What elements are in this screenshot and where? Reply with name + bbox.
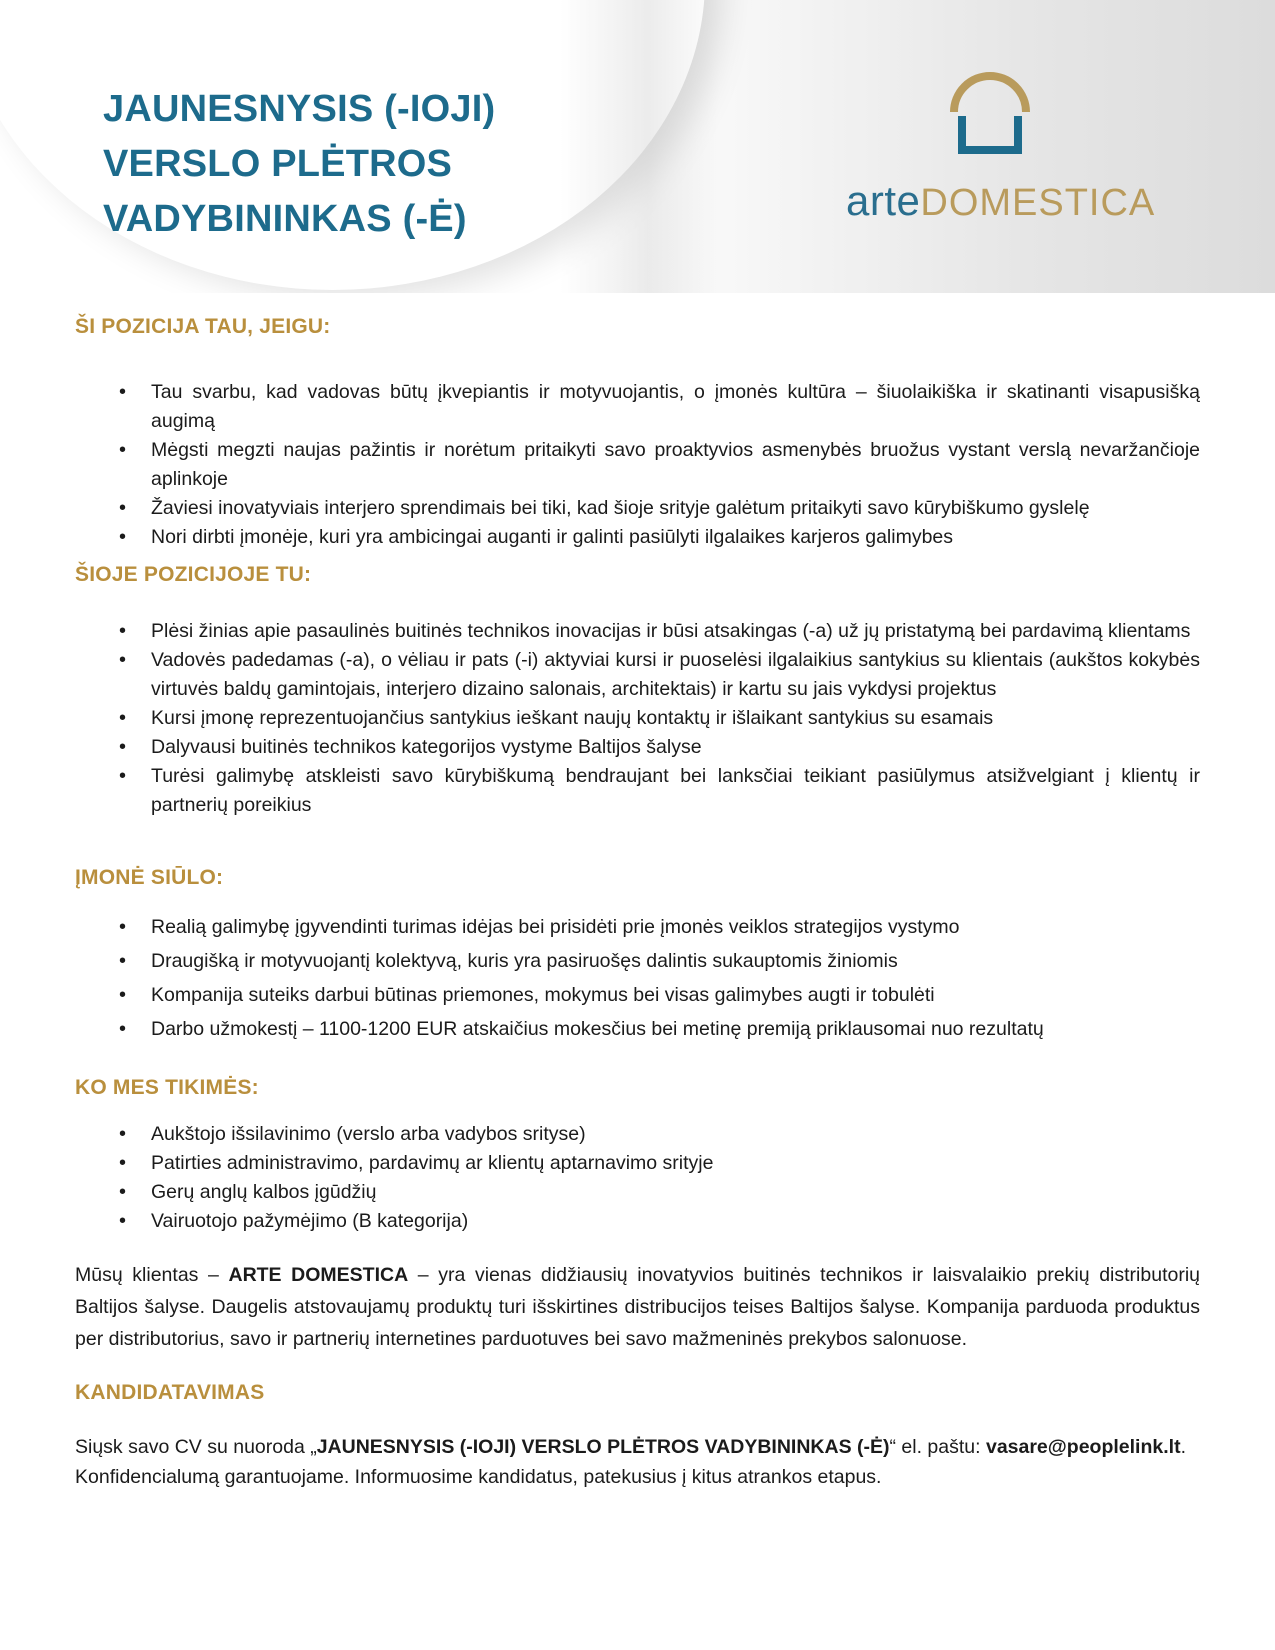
list-item [75, 494, 1200, 523]
arte-domestica-logo [846, 176, 1155, 228]
bullet-icon: • [119, 1123, 127, 1145]
list-if [75, 378, 1200, 552]
bullet-icon: • [119, 736, 127, 758]
list-item [75, 704, 1200, 733]
bullet-icon: • [119, 526, 127, 548]
list-item-text: Kompanija suteiks darbui būtinas priemones, mokymus bei visas galimybes augti ir tobulėti [151, 984, 935, 1006]
apply-middle: “ el. paštu: [889, 1436, 986, 1458]
list-item-text: Nori dirbti įmonėje, kuri yra ambicingai auganti ir galinti pasiūlyti ilgalaikes karjeros galimybes [151, 526, 954, 548]
list-item [75, 1178, 1200, 1207]
list-item [75, 436, 1200, 494]
apply-end: . [1180, 1436, 1186, 1458]
list-item [75, 913, 1200, 942]
list-item [75, 378, 1200, 436]
bullet-icon: • [119, 950, 127, 972]
list-item-text: Patirties administravimo, pardavimų ar klientų aptarnavimo srityje [151, 1152, 714, 1174]
logo-arte-text: arte [846, 177, 921, 224]
bullet-icon: • [119, 765, 127, 787]
list-item [75, 523, 1200, 552]
bullet-icon: • [119, 439, 127, 461]
list-item-text: Tau svarbu, kad vadovas būtų įkvepiantis ir motyvuojantis, o įmonės kultūra – šiuolaikiška ir skatinanti visapusišką augimą [151, 381, 1200, 432]
section-heading-expect: KO MES TIKIMĖS: [75, 1076, 259, 1099]
bullet-icon: • [119, 620, 127, 642]
header-banner [0, 0, 1275, 293]
bullet-icon: • [119, 381, 127, 403]
job-title: JAUNESNYSIS (-IOJI) VERSLO PLĖTROS VADYBININKAS (-Ė) [103, 88, 496, 240]
bullet-icon: • [119, 707, 127, 729]
list-item [75, 1149, 1200, 1178]
list-item [75, 947, 1200, 976]
bullet-icon: • [119, 984, 127, 1006]
arte-domestica-logo-icon [944, 66, 1036, 158]
section-heading-offer: ĮMONĖ SIŪLO: [75, 866, 224, 889]
section-heading-if: ŠI POZICIJA TAU, JEIGU: [75, 315, 331, 338]
list-item [75, 981, 1200, 1010]
list-item-text: Žaviesi inovatyviais interjero sprendimais bei tiki, kad šioje srityje galėtum pritaikyti savo kūrybiškumo gyslelę [151, 497, 1090, 519]
list-item [75, 1120, 1200, 1149]
list-item-text: Gerų anglų kalbos įgūdžių [151, 1181, 377, 1203]
confidentiality-note: Konfidencialumą garantuojame. Informuosime kandidatus, patekusius į kitus atrankos etapus. [75, 1466, 882, 1488]
apply-paragraph [75, 1432, 1200, 1492]
list-item-text: Dalyvausi buitinės technikos kategorijos vystyme Baltijos šalyse [151, 736, 702, 758]
list-item [75, 762, 1200, 820]
bullet-icon: • [119, 1152, 127, 1174]
list-item-text: Plėsi žinias apie pasaulinės buitinės technikos inovacijas ir būsi atsakingas (-a) už jų pristatymą bei pardavimą klientams [151, 620, 1191, 642]
list-expect [75, 1120, 1200, 1236]
list-item-text: Kursi įmonę reprezentuojančius santykius ieškant naujų kontaktų ir išlaikant santykius su esamais [151, 707, 994, 729]
apply-prefix: Siųsk savo CV su nuoroda „ [75, 1436, 317, 1458]
list-item [75, 1207, 1200, 1236]
bullet-icon: • [119, 1181, 127, 1203]
bullet-icon: • [119, 916, 127, 938]
about-company-paragraph [75, 1259, 1200, 1355]
about-text: – yra vienas didžiausių inovatyvios buitinės technikos ir laisvalaikio prekių distributorių Baltijos šalyse. Daugelis atstovaujamų produktų turi išskirtines distribucijos teises Baltijos šalyse. Kompanija parduoda produktus per distributorius, savo ir partnerių internetines parduotuves bei savo mažmeninės prekybos salonuose. [75, 1264, 1201, 1350]
list-role [75, 617, 1200, 820]
bullet-icon: • [119, 1018, 127, 1040]
bullet-icon: • [119, 1210, 127, 1232]
company-name: ARTE DOMESTICA [228, 1264, 409, 1286]
section-heading-apply: KANDIDATAVIMAS [75, 1381, 265, 1404]
list-item [75, 646, 1200, 704]
section-heading-role: ŠIOJE POZICIJOJE TU: [75, 563, 312, 586]
list-item-text: Turėsi galimybę atskleisti savo kūrybiškumą bendraujant bei lanksčiai teikiant pasiūlymus atsižvelgiant į klientų ir partnerių poreikius [151, 765, 1200, 816]
bullet-icon: • [119, 649, 127, 671]
bullet-icon: • [119, 497, 127, 519]
about-prefix: Mūsų klientas – [75, 1264, 229, 1286]
logo-domestica-text: DOMESTICA [920, 182, 1156, 224]
apply-email-link[interactable]: vasare@peoplelink.lt [985, 1436, 1181, 1458]
list-item-text: Mėgsti megzti naujas pažintis ir norėtum pritaikyti savo proaktyvios asmenybės bruožus vystant verslą nevaržančioje aplinkoje [151, 439, 1200, 490]
list-item [75, 617, 1200, 646]
list-item [75, 733, 1200, 762]
list-item-text: Realią galimybę įgyvendinti turimas idėjas bei prisidėti prie įmonės veiklos strategijos vystymo [151, 916, 960, 938]
list-item-text: Darbo užmokestį – 1100-1200 EUR atskaičius mokesčius bei metinę premiją priklausomai nuo rezultatų [151, 1018, 1044, 1040]
list-item-text: Aukštojo išsilavinimo (verslo arba vadybos srityse) [151, 1123, 586, 1145]
apply-position: JAUNESNYSIS (-IOJI) VERSLO PLĖTROS VADYBININKAS (-Ė) [316, 1436, 890, 1458]
list-item-text: Vadovės padedamas (-a), o vėliau ir pats (-i) aktyviai kursi ir puoselėsi ilgalaikius santykius su klientais (aukštos kokybės virtuvės baldų gamintojais, interjero dizaino salonais, architektais) ir kartu su jais vykdysi projektus [151, 649, 1200, 700]
list-item-text: Draugišką ir motyvuojantį kolektyvą, kuris yra pasiruošęs dalintis sukauptomis žiniomis [151, 950, 898, 972]
list-item [75, 1015, 1200, 1044]
list-item-text: Vairuotojo pažymėjimo (B kategorija) [151, 1210, 469, 1232]
list-offer [75, 913, 1200, 1044]
